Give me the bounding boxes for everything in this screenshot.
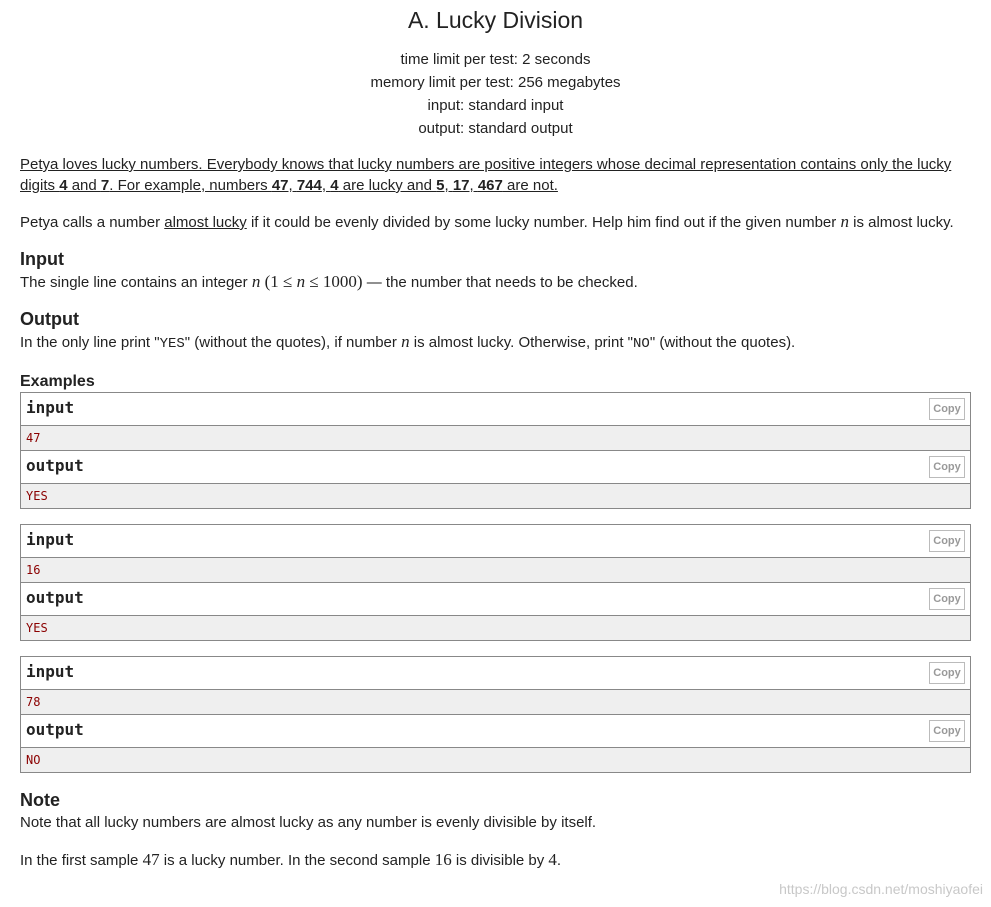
time-limit: time limit per test: 2 seconds [400,51,591,68]
memory-limit: memory limit per test: 256 megabytes [370,74,621,91]
example-block-2 [20,524,971,641]
input-type: input: standard input [427,97,564,114]
example-block-3 [20,656,971,773]
note-heading: Note [20,790,60,810]
example-input-label: input [26,398,75,417]
input-description: The single line contains an integer n (1 ≤ n ≤ 1000) — the number that needs to be checked. [20,272,638,291]
problem-statement [20,0,971,871]
input-heading: Input [20,249,64,269]
note-line-2: In the first sample 47 is a lucky number. In the second sample 16 is divisible by 4. [20,850,562,869]
example-output-value: YES [26,621,48,635]
example-input-value: 78 [26,695,41,709]
example-input-value: 16 [26,563,41,577]
copy-button[interactable]: Copy [929,588,965,610]
examples-heading: Examples [20,373,95,390]
example-output-label: output [26,456,84,475]
example-input-value: 47 [26,431,41,445]
statement-paragraph-1: Petya loves lucky numbers. Everybody knows that lucky numbers are positive integers whose decimal representation contains only the lucky digits 4 and 7. For example, numbers 47, 744, 4 are lucky and 5, 17, 467 are not. [20,156,952,194]
watermark: https://blog.csdn.net/moshiyaofei [779,881,983,897]
output-type: output: standard output [418,120,573,137]
example-input-label: input [26,530,75,549]
output-description: In the only line print "YES" (without the quotes), if number n is almost lucky. Otherwise, print "NO" (without the quotes). [20,332,796,352]
example-output-label: output [26,588,84,607]
example-output-value: NO [26,753,41,767]
statement-paragraph-2: Petya calls a number almost lucky if it could be evenly divided by some lucky number. Help him find out if the given number n is almost lucky. [20,212,954,231]
example-output-label: output [26,720,84,739]
note-line-1: Note that all lucky numbers are almost lucky as any number is evenly divisible by itself. [20,814,597,831]
copy-button[interactable]: Copy [929,720,965,742]
example-output-value: YES [26,489,48,503]
copy-button[interactable]: Copy [929,530,965,552]
example-block-1 [20,392,971,509]
copy-button[interactable]: Copy [929,398,965,420]
copy-button[interactable]: Copy [929,662,965,684]
example-input-label: input [26,662,75,681]
problem-title: A. Lucky Division [407,7,584,33]
copy-button[interactable]: Copy [929,456,965,478]
problem-limits [20,48,971,140]
output-heading: Output [20,309,79,329]
